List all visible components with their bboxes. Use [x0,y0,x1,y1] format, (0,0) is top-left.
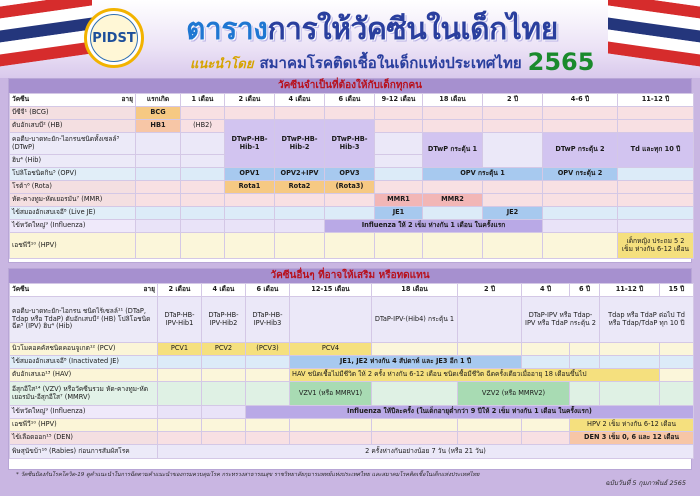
dose-cell: DTwP กระตุ้น 1 [423,133,483,168]
dose-cell: OPV3 [325,168,375,181]
dose-cell: OPV1 [225,168,275,181]
dose-cell: DTaP-HB-IPV-Hib3 [246,297,290,343]
dose-cell: Rota1 [225,181,275,194]
table-row [10,382,694,406]
vaccine-name: พิษสุนัขบ้า¹⁶ (Rabies) ก่อนการสัมผัสโรค [10,445,158,459]
vaccine-name: นิวโมคอคคัสชนิดคอนจูเกต¹² (PCV) [10,343,158,356]
dose-cell: DTwP-HB-Hib-3 [325,120,375,168]
dose-cell: Influenza ให้ 2 เข็ม ห่างกัน 1 เดือน ในครั้งแรก [325,220,543,233]
age-header: 1 เดือน [181,94,225,107]
dose-cell: (Rota3) [325,181,375,194]
vaccine-name: เอชพีวี¹⁰ (HPV) [10,233,136,259]
dose-cell: (HB2) [181,120,225,133]
age-header: 6 เดือน [246,284,290,297]
age-header: 9-12 เดือน [375,94,423,107]
dose-cell: JE1, JE2 ห่างกัน 4 สัปดาห์ และ JE3 อีก 1 ปี [290,356,522,369]
header-cell [10,284,158,297]
dose-cell: Rota2 [275,181,325,194]
table-row [10,220,694,233]
dose-cell: MMR2 [423,194,483,207]
dose-cell: VZV1 (หรือ MMRV1) [290,382,372,406]
vaccine-name: หัด-คางทูม-หัดเยอรมัน⁷ (MMR) [10,194,136,207]
dose-cell: DTaP-IPV-(Hib4) กระตุ้น 1 [372,297,458,343]
dose-cell: VZV2 (หรือ MMRV2) [458,382,570,406]
dose-cell: Td และทุก 10 ปี [618,133,694,168]
essential-vaccines-panel [8,78,692,263]
table-row [10,369,694,382]
dose-cell: JE2 [483,207,543,220]
age-header: 18 เดือน [372,284,458,297]
section1-header-row [10,94,694,107]
title-prefix: ตาราง [186,12,268,47]
dose-cell: OPV กระตุ้น 2 [543,168,618,181]
dose-cell: DTaP-HB-IPV-Hib2 [202,297,246,343]
dose-cell: HB1 [136,120,181,133]
table-row [10,343,694,356]
edition-date: ฉบับวันที่ 5 กุมภาพันธ์ 2565 [605,479,686,487]
footnote: * วัคซีนป้องกันโรคโควิด-19 ดูคำแนะนำในการฉีดตามคำแนะนำของกรมควบคุมโรค กระทรวงสาธารณสุข ราชวิทยาลัยกุมารแพทย์แห่งประเทศไทย และสมาคมโรคติดเชื้อในเด็กแห่งประเทศไทย [16,472,480,478]
vaccine-name: ไข้สมองอักเสบเจอี⁸ (Live JE) [10,207,136,220]
table-row [10,297,694,343]
dose-cell: HPV 2 เข็ม ห่างกัน 6-12 เดือน [570,419,694,432]
dose-cell: DTwP-HB-Hib-1 [225,120,275,168]
table-row [10,120,694,133]
table-row [10,194,694,207]
age-header: 11-12 ปี [618,94,694,107]
dose-cell: PCV1 [158,343,202,356]
vaccine-name: ตับอักเสบเอ¹³ (HAV) [10,369,158,382]
dose-cell: 2 ครั้งห่างกันอย่างน้อย 7 วัน (หรือ 21 วัน) [158,445,694,459]
section2-title: วัคซีนอื่นๆ ที่อาจให้เสริม หรือทดแทน [9,269,691,283]
age-header: 2 เดือน [158,284,202,297]
dose-cell: Tdap หรือ TdaP ต่อไป Td หรือ Tdap/TdaP ทุก 10 ปี [600,297,694,343]
age-header: 2 เดือน [225,94,275,107]
dose-cell: HAV ชนิดเชื้อไม่มีชีวิต ให้ 2 ครั้ง ห่างกัน 6-12 เดือน ชนิดเชื้อมีชีวิต ฉีดครั้งเดียวเมื่ออายุ 18 เดือนขึ้นไป [290,369,660,382]
vaccine-name: บีซีจี¹ (BCG) [10,107,136,120]
table-row [10,356,694,369]
vaccine-name: ไข้เลือดออก¹⁵ (DEN) [10,432,158,445]
age-header: 4 ปี [522,284,570,297]
dose-cell: DTwP กระตุ้น 2 [543,133,618,168]
vaccine-name: เอชพีวี¹⁰ (HPV) [10,419,158,432]
optional-vaccines-table [9,283,694,459]
dose-cell: DTaP-HB-IPV-Hib1 [158,297,202,343]
age-header: 4 เดือน [202,284,246,297]
dose-cell: Influenza ให้ปีละครั้ง (ในเด็กอายุต่ำกว่า 9 ปีให้ 2 เข็ม ห่างกัน 1 เดือน ในครั้งแรก) [246,406,694,419]
age-header: 2 ปี [458,284,522,297]
age-header: 4-6 ปี [543,94,618,107]
table-row [10,419,694,432]
dose-cell: DTaP-IPV หรือ Tdap-IPV หรือ TdaP กระตุ้น 2 [522,297,600,343]
vaccine-name: โรต้า⁶ (Rota) [10,181,136,194]
table-row [10,445,694,459]
age-header: 2 ปี [483,94,543,107]
dose-cell: (PCV3) [246,343,290,356]
vaccine-name: ไข้สมองอักเสบเจอี⁸ (Inactivated JE) [10,356,158,369]
page-subtitle [190,46,594,75]
dose-cell: DTwP-HB-Hib-2 [275,120,325,168]
header-cell [10,94,136,107]
age-header: 6 เดือน [325,94,375,107]
vaccine-name: ไข้หวัดใหญ่⁹ (Influenza) [10,406,158,419]
dose-cell: OPV2+IPV [275,168,325,181]
vaccine-name: ไข้หวัดใหญ่⁹ (Influenza) [10,220,136,233]
age-header: 11-12 ปี [600,284,660,297]
optional-vaccines-panel [8,268,692,470]
section1-title: วัคซีนจำเป็นที่ต้องให้กับเด็กทุกคน [9,79,691,93]
section2-header-row [10,284,694,297]
vaccine-name: โปลิโอชนิดกิน⁵ (OPV) [10,168,136,181]
head-age: อายุ [143,285,155,294]
dose-cell: PCV2 [202,343,246,356]
vaccine-name: อีสุกอีใส¹⁴ (VZV) หรือวัคซีนรวม หัด-คางทูม-หัดเยอรมัน-อีสุกอีใส⁷ (MMRV) [10,382,158,406]
age-header: 12-15 เดือน [290,284,372,297]
vaccine-name: ฮิบ⁴ (Hib) [10,155,136,168]
title-main-text: การให้วัคซีนในเด็กไทย [267,12,558,47]
dose-cell: เด็กหญิง ประถม 5 2 เข็ม ห่างกัน 6-12 เดือน [618,233,694,259]
vaccine-name: คอตีบ-บาดทะยัก-ไอกรนชนิดทั้งเซลล์³ (DTwP) [10,133,136,155]
dose-cell: BCG [136,107,181,120]
dose-cell: MMR1 [375,194,423,207]
vaccine-name: คอตีบ-บาดทะยัก-ไอกรน ชนิดไร้เซลล์¹¹ (DTaP, Tdap หรือ TdaP) ตับอักเสบบี² (HB) โปลิโอชนิดฉีด⁵ (IPV) ฮิบ⁴ (Hib) [10,297,158,343]
table-row [10,432,694,445]
table-row [10,406,694,419]
dose-cell: DEN 3 เข็ม 0, 6 และ 12 เดือน [570,432,694,445]
table-row [10,107,694,120]
head-vaccine: วัคซีน [12,95,30,104]
age-header: 15 ปี [660,284,694,297]
head-vaccine: วัคซีน [12,285,30,294]
association-name: สมาคมโรคติดเชื้อในเด็กแห่งประเทศไทย [259,54,522,72]
table-row [10,181,694,194]
association-logo [84,8,144,68]
dose-cell: JE1 [375,207,423,220]
head-age: อายุ [121,95,133,104]
age-header: 18 เดือน [423,94,483,107]
table-row [10,207,694,220]
essential-vaccines-table [9,93,694,259]
logo-text: PIDST [90,14,138,62]
age-header: 4 เดือน [275,94,325,107]
dose-cell: PCV4 [290,343,372,356]
vaccine-name: ตับอักเสบบี² (HB) [10,120,136,133]
age-header: 6 ปี [570,284,600,297]
table-row [10,233,694,259]
year: 2565 [527,48,595,76]
by-label: แนะนำโดย [190,57,254,72]
dose-cell: OPV กระตุ้น 1 [423,168,543,181]
age-header: แรกเกิด [136,94,181,107]
table-row [10,168,694,181]
